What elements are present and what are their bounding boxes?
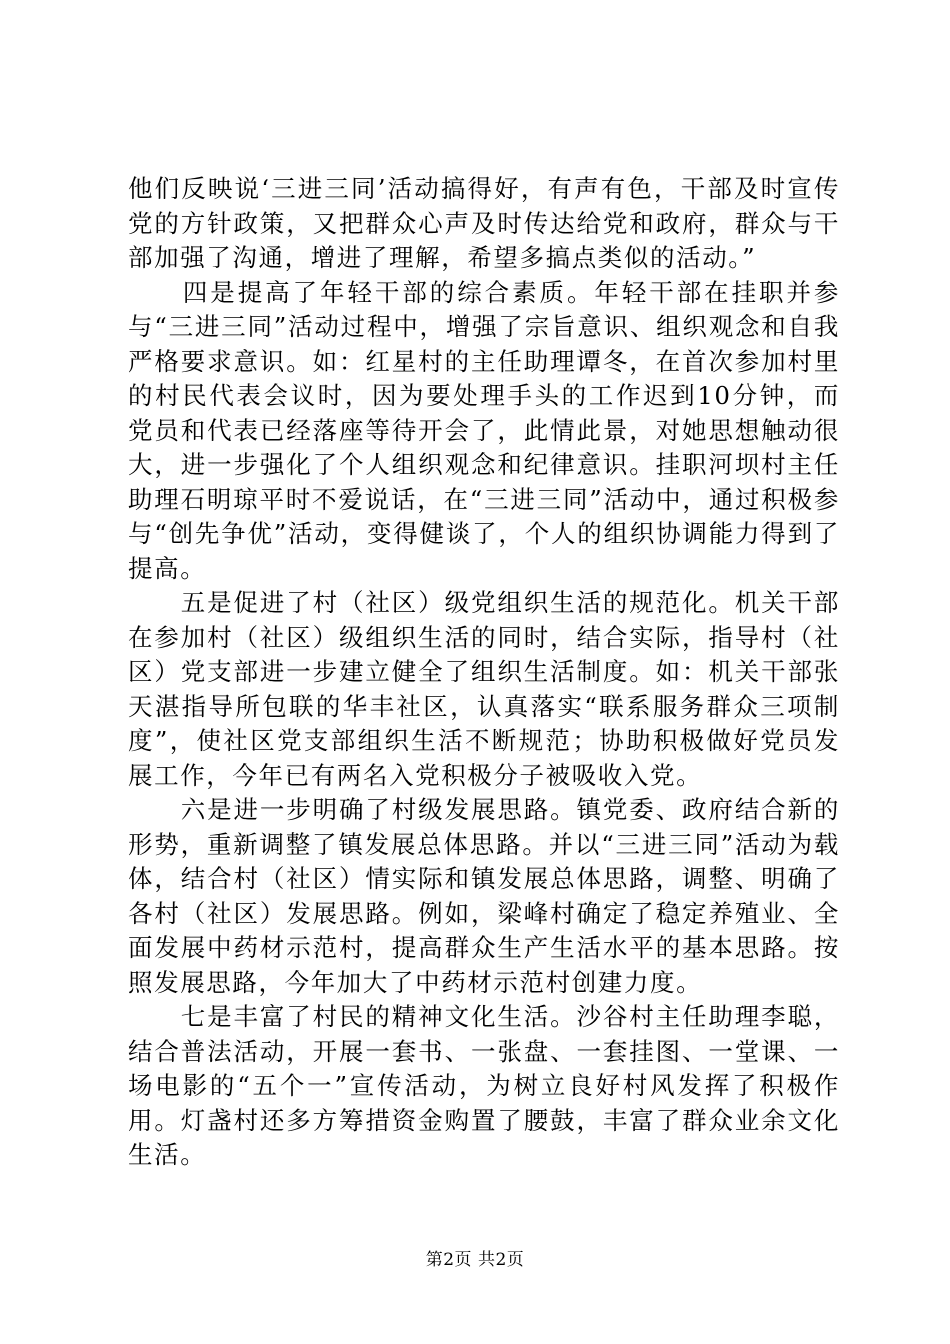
paragraph-point-four: 四是提高了年轻干部的综合素质。年轻干部在挂职并参与“三进三同”活动过程中，增强了宗旨意识、组织观念和自我严格要求意识。如：红星村的主任助理谭冬，在首次参加村里的村民代表会议时，因为要处理手头的工作迟到10分钟，而党员和代表已经落座等待开会了，此情此景，对她思想触动很大，进一步强化了个人组织观念和纪律意识。挂职河坝村主任助理石明琼平时不爱说话，在“三进三同”活动中，通过积极参与“创先争优”活动，变得健谈了，个人的组织协调能力得到了提高。 <box>128 277 840 583</box>
page-footer <box>0 1245 950 1270</box>
paragraph-point-seven: 七是丰富了村民的精神文化生活。沙谷村主任助理李聪，结合普法活动，开展一套书、一张盘、一套挂图、一堂课、一场电影的“五个一”宣传活动，为树立良好村风发挥了积极作用。灯盏村还多方筹措资金购置了腰鼓，丰富了群众业余文化生活。 <box>128 1002 840 1169</box>
paragraph-point-six: 六是进一步明确了村级发展思路。镇党委、政府结合新的形势，重新调整了镇发展总体思路。并以“三进三同”活动为载体，结合村（社区）情实际和镇发展总体思路，调整、明确了各村（社区）发展思路。例如，梁峰村确定了稳定养殖业、全面发展中药材示范村，提高群众生产生活水平的基本思路。按照发展思路，今年加大了中药材示范村创建力度。 <box>128 795 840 997</box>
page-number: 第2页 共2页 <box>425 1250 525 1270</box>
paragraph-point-five: 五是促进了村（社区）级党组织生活的规范化。机关干部在参加村（社区）级组织生活的同时，结合实际，指导村（社区）党支部进一步建立健全了组织生活制度。如：机关干部张天湛指导所包联的华丰社区，认真落实“联系服务群众三项制度”，使社区党支部组织生活不断规范；协助积极做好党员发展工作，今年已有两名入党积极分子被吸收入党。 <box>128 588 840 790</box>
document-body <box>128 172 840 1173</box>
paragraph-continuation: 他们反映说‘三进三同’活动搞得好，有声有色，干部及时宣传党的方针政策，又把群众心声及时传达给党和政府，群众与干部加强了沟通，增进了理解，希望多搞点类似的活动。” <box>128 174 840 272</box>
